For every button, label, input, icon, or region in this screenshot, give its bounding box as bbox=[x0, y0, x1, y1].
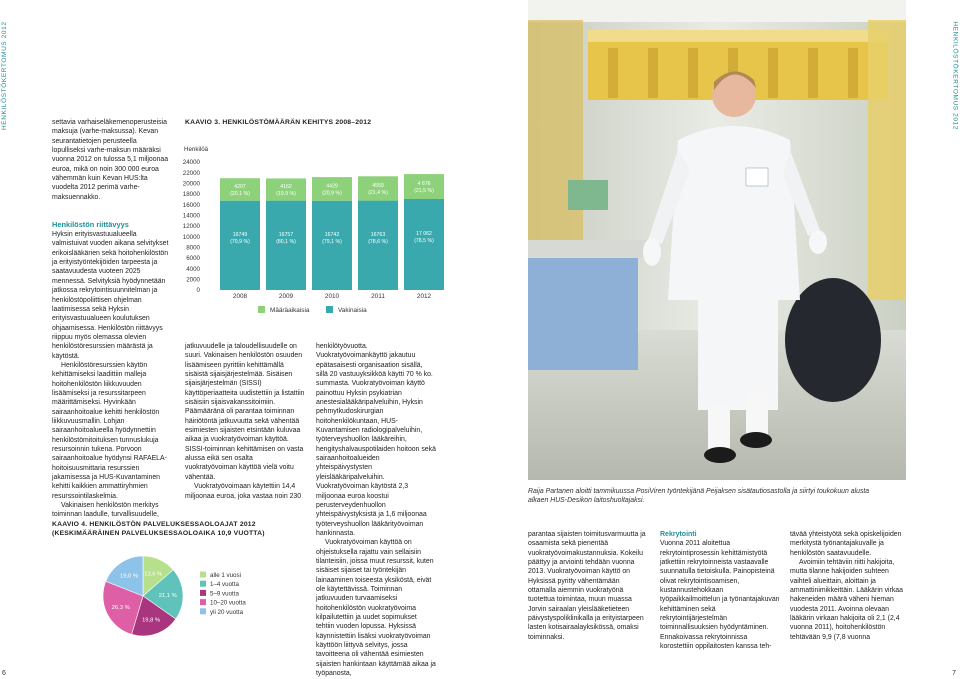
paragraph: tävää yhteistyötä sekä opiskelijoiden merkitystä työnantajakuvalle ja henkilöstön saatavuudelle. bbox=[790, 531, 902, 557]
y-tick-label: 10000 bbox=[182, 233, 200, 241]
legend-label: 10–20 vuotta bbox=[210, 599, 246, 607]
legend-swatch bbox=[200, 581, 206, 587]
data-label-maaraaikaisia: 4559 bbox=[372, 182, 384, 189]
data-label-maaraaikaisia: 4207 bbox=[234, 183, 246, 190]
section-heading-rekrytointi: Rekrytointi bbox=[660, 531, 697, 538]
legend-label: 1–4 vuotta bbox=[210, 581, 239, 589]
data-label-maaraaikaisia-pct: (21,5 %) bbox=[414, 188, 434, 195]
y-tick-label: 4000 bbox=[186, 265, 200, 273]
column-1 bbox=[52, 118, 170, 520]
photo-hospital-corridor bbox=[528, 0, 906, 480]
data-label-vakinaisia: 16742 bbox=[324, 232, 340, 239]
column-4 bbox=[528, 530, 648, 642]
column-2 bbox=[185, 342, 305, 501]
page-number-right: 7 bbox=[952, 670, 956, 677]
data-label-vakinaisia-pct: (78,6 %) bbox=[368, 239, 388, 246]
legend-label: yli 20 vuotta bbox=[210, 608, 244, 616]
data-label-vakinaisia-pct: (79,9 %) bbox=[230, 239, 250, 246]
data-label-maaraaikaisia: 4429 bbox=[326, 183, 338, 190]
page-number-left: 6 bbox=[2, 670, 6, 677]
x-tick-label: 2008 bbox=[232, 293, 248, 300]
chart-3-title: KAAVIO 3. HENKILÖSTÖMÄÄRÄN KEHITYS 2008–2012 bbox=[185, 119, 372, 126]
y-tick-label: 18000 bbox=[182, 191, 200, 199]
y-tick-label: 16000 bbox=[182, 201, 200, 209]
data-label-maaraaikaisia: 4162 bbox=[280, 184, 292, 191]
x-tick-label: 2009 bbox=[278, 293, 294, 300]
paragraph: Vuonna 2011 aloitettua rekrytointiprosessin kehittämistyötä jatkettiin rekrytoinneista vastaavalle suunnatulla tietoiskulla. Painopisteinä olivat rekrytointisoamisen, kustannustehokkaan työpaikkailmoittelun ja työnantajakuvan kehittäminen sekä rekrytointijärjestelmän toiminnallisuuksien hyödyntäminen. Ennakoivassa rekrytoinnissa korostettiin oppilaitosten kanssa teh- bbox=[660, 540, 780, 651]
data-label-vakinaisia: 17 062 bbox=[416, 231, 432, 238]
pie-slice-label: 19,0 % bbox=[120, 573, 139, 580]
paragraph: Vakinaisen henkilöstön merkitys toiminnan laadulle, turvallisuudelle, bbox=[52, 502, 159, 519]
bar-vakinaisia bbox=[358, 201, 398, 290]
paragraph: Vuokratyövoiman käyttöä on ohjeistuksella rajattu vain sellaisiin tilanteisiin, joissa muut resurssit, kuten sisäiset sijaiset tai työntekijän lainaaminen toiseesta yksiköstä, eivät ole käytettävissä. Toiminnan jatkuvuuden turvaamiseksi hoitohenkilöstön vuokratyövoima kilpailutettiin ja uudet sopimukset tehtiin vuoden lopussa. Hyksissä käynnistettiin lisäksi vuokratyövoiman käyttöön liittyvä selvitys, jossa tavoitteena oli vähentää esimiesten sijaisten hankintaan käyttämää aikaa ja työpanosta, bbox=[316, 539, 436, 678]
bar-vakinaisia bbox=[266, 201, 306, 290]
column-6 bbox=[790, 530, 908, 642]
data-label-maaraaikaisia-pct: (20,1 %) bbox=[230, 190, 250, 197]
paragraph: Avoimiin tehtäviin riitti hakijoita, mutta tilanne hakijoiden suhteen vaihteli alueittain, aloittain ja ammattinimikkeittäin. Lääkärin virkaa hakeneiden määrä väheni hieman vuodesta 2011. Avoinna olevaan lääkärin virkaan hakijoita oli 2,1 (2,4 vuonna 2011), hoitohenkilöstön tehtävään 9,9 (7,8 vuonna bbox=[790, 559, 903, 641]
y-tick-label: 6000 bbox=[186, 255, 200, 263]
data-label-maaraaikaisia: 4 676 bbox=[417, 181, 431, 188]
legend-swatch bbox=[200, 590, 206, 596]
chart-4-title: KAAVIO 4. HENKILÖSTÖN PALVELUKSESSAOLOAJAT 2012 (KESKIMÄÄRÄINEN PALVELUKSESSAOLOAIKA 10,9 VUOTTA) bbox=[52, 521, 265, 537]
spine-left: HENKILÖSTÖKERTOMUS 2012 bbox=[1, 21, 8, 130]
data-label-vakinaisia: 16757 bbox=[278, 232, 294, 239]
data-label-vakinaisia: 16763 bbox=[370, 232, 386, 239]
legend-label: 5–9 vuotta bbox=[210, 590, 239, 598]
bar-chart-henkilostomaara bbox=[180, 140, 525, 320]
bar-vakinaisia bbox=[220, 201, 260, 290]
paragraph: Henkilöstöresurssien käytön kehittämiseksi laadittiin malleja hoitohenkilöstön liikkuvuuden lisäämiseksi ja resurssitarpeen määrittämiseksi. Hyvinkään sairaanhoitoalue kehitti henkilöstön liikkuvuusmallin. Lohjan sairaanhoitoalueella hyödynnettiin henkilöstömitoituksen tunnuslukuja resursoinnin tukena. Porvoon sairaanhoitoalue hyödynsi RAFAELA-hoitoisuusmittaria resurssien jakamisessa ja HUS-Kuvantaminen kehitti kaikkien ammattiryhmien resurssointilaskelmia. bbox=[52, 361, 167, 500]
y-tick-label: 12000 bbox=[182, 223, 200, 231]
y-tick-label: 20000 bbox=[182, 180, 200, 188]
data-label-vakinaisia: 16749 bbox=[232, 232, 248, 239]
data-label-maaraaikaisia-pct: (21,4 %) bbox=[368, 189, 388, 196]
pie-slice-label: 26,3 % bbox=[111, 604, 130, 611]
legend-label-vakinaisia: Vakinaisia bbox=[338, 307, 367, 314]
legend-label-maaraaikaisia: Määräaikaisia bbox=[270, 307, 310, 314]
pie-slice-label: 21,1 % bbox=[158, 592, 177, 599]
paragraph: jatkuvuudelle ja taloudellisuudelle on suuri. Vakinaisen henkilöstön osuuden lisäämiseen pyrittiin kehittämällä sisäistä sijaisjärjestelmää. Sisäisen sijaisjärjestelmän (SISSI) käyttöperiaatteita uudistettiin ja listattiin sisäisiin sijaisvakanssitoimiin. Päämääränä oli parantaa toiminnan häiriötöntä jatkuvuutta sekä vähentää esimiesten sijaisten etsintään kuluvaa aikaa ja vuokratyövoiman käyttöä. SISSI-toiminnan kehittämisen on vasta alussa eikä sen osalta vuokratyövoiman käyttöä vielä voitu vähentää. bbox=[185, 343, 305, 481]
bar-vakinaisia bbox=[404, 199, 444, 290]
x-tick-label: 2011 bbox=[371, 293, 385, 300]
y-tick-label: 22000 bbox=[182, 169, 200, 177]
data-label-maaraaikaisia-pct: (20,9 %) bbox=[322, 190, 342, 197]
data-label-vakinaisia-pct: (79,1 %) bbox=[322, 239, 342, 246]
column-5 bbox=[660, 530, 780, 651]
x-tick-label: 2010 bbox=[324, 293, 340, 300]
data-label-maaraaikaisia-pct: (19,9 %) bbox=[276, 191, 296, 198]
bar-vakinaisia bbox=[312, 201, 352, 290]
paragraph: henkilötyövuotta. Vuokratyövoimankäyttö jakautuu epätasaisesti organisaation sisällä, sillä 20 vastuuyksikköä käytti 70 % ko. summasta. Vuokratyövoiman käyttö painottuu Hyksin psykiatrian anestesialääkäripalveluihin, Hyksin pehmytkudoskirurgian hoitohenkilökuntaan, HUS-Kuvantamisen radiologipalveluihin, työterveyshuollon lääkäreihin, hengityshalvauspotilaiden hoitoon sekä sairaanhoitoalueiden yhteispäivystysten yleislääkäripalveluihin. Vuokratyövoiman käytöstä 2,3 miljoonaa euroa koostui perusterveydenhuollon yhteispäivystyksistä ja 1,6 miljoonaa työterveyshuollon lääkärityövoiman hankinnasta. bbox=[316, 343, 436, 537]
legend-swatch bbox=[200, 599, 206, 605]
column-3 bbox=[316, 342, 436, 678]
y-tick-label: 14000 bbox=[182, 212, 200, 220]
photo-illustration bbox=[528, 0, 906, 480]
y-tick-label: 24000 bbox=[182, 159, 200, 167]
y-axis-unit: Henkilöä bbox=[184, 146, 209, 153]
pie-slice-label: 13,6 % bbox=[144, 571, 163, 578]
intro-paragraph: settavia varhaiseläkemenoperusteisia maksuja (varhe-maksussa). Kevan seurantatietojen perusteella lopulliseksi varhe-maksun määräksi vuonna 2012 on tulossa 5,1 miljoonaa euroa, mikä on noin 300 000 euroa vähemmän kuin Kevan HUS:lta vuodelta 2012 perimä varhe-maksuennakko. bbox=[52, 119, 169, 201]
data-label-vakinaisia-pct: (80,1 %) bbox=[276, 239, 296, 246]
spine-right: HENKILÖSTÖKERTOMUS 2012 bbox=[952, 21, 959, 130]
legend-swatch bbox=[200, 572, 206, 578]
y-tick-label: 8000 bbox=[186, 244, 200, 252]
paragraph: Vuokratyövoimaan käytettiin 14,4 miljoonaa euroa, joka vastaa noin 230 bbox=[185, 483, 302, 500]
legend-swatch-maaraaikaisia bbox=[258, 306, 265, 313]
legend-label: alle 1 vuosi bbox=[210, 572, 241, 579]
pie-chart-palvelusaika bbox=[100, 552, 300, 642]
paragraph: Hyksin erityisvastuualueella valmistuivat vuoden aikana selvitykset erikoislääkärien sekä hoitohenkilöstön ja erityistyöntekijöiden tarpeesta ja saatavuudesta vuoteen 2025 mennessä. Selvityksiä hyödynnetään jatkossa rekrytointisuunnitelman ja henkilöstöpoliittisen ohjelman laatimisessa sekä Hyksin erityisvastuualueen koulutuksen ohjaamisessa. Henkilöstön riittävyys riippuu myös olemassa olevien henkilöstöresurssien määrästä ja käytöstä. bbox=[52, 231, 169, 360]
pie-slice-label: 19,8 % bbox=[142, 617, 161, 624]
y-tick-label: 2000 bbox=[186, 276, 200, 284]
section-heading-riittavyys: Henkilöstön riittävyys bbox=[52, 220, 129, 230]
y-tick-label: 0 bbox=[196, 287, 200, 295]
photo-caption: Raija Partanen aloitti tammikuussa PosiViren työntekijänä Peijaksen sisätautiosastolla ja siirtyi toukokuun alusta alkaen HUS-Desikon laitoshuoltajaksi. bbox=[528, 488, 870, 504]
x-tick-label: 2012 bbox=[416, 293, 432, 300]
paragraph: parantaa sijaisten toimitusvarmuutta ja osaamista sekä pienentää vuokratyövoimakustannuksia. Kokeilu päättyy ja arviointi tehdään vuonna 2013. Vuokratyövoiman käyttö on Hyksissä pyritty vähentämään ottamalla aiemmin vuokratyönä tuotettua toimintaa, muun muassa Jorvin sairaalan yleislääketieteen päivystyspoliklinikalla ja erityistarpeen lasten kotisairaalayksikössä, omaksi toiminnaksi. bbox=[528, 531, 646, 641]
legend-swatch-vakinaisia bbox=[326, 306, 333, 313]
legend-swatch bbox=[200, 608, 206, 614]
data-label-vakinaisia-pct: (78,5 %) bbox=[414, 238, 434, 245]
